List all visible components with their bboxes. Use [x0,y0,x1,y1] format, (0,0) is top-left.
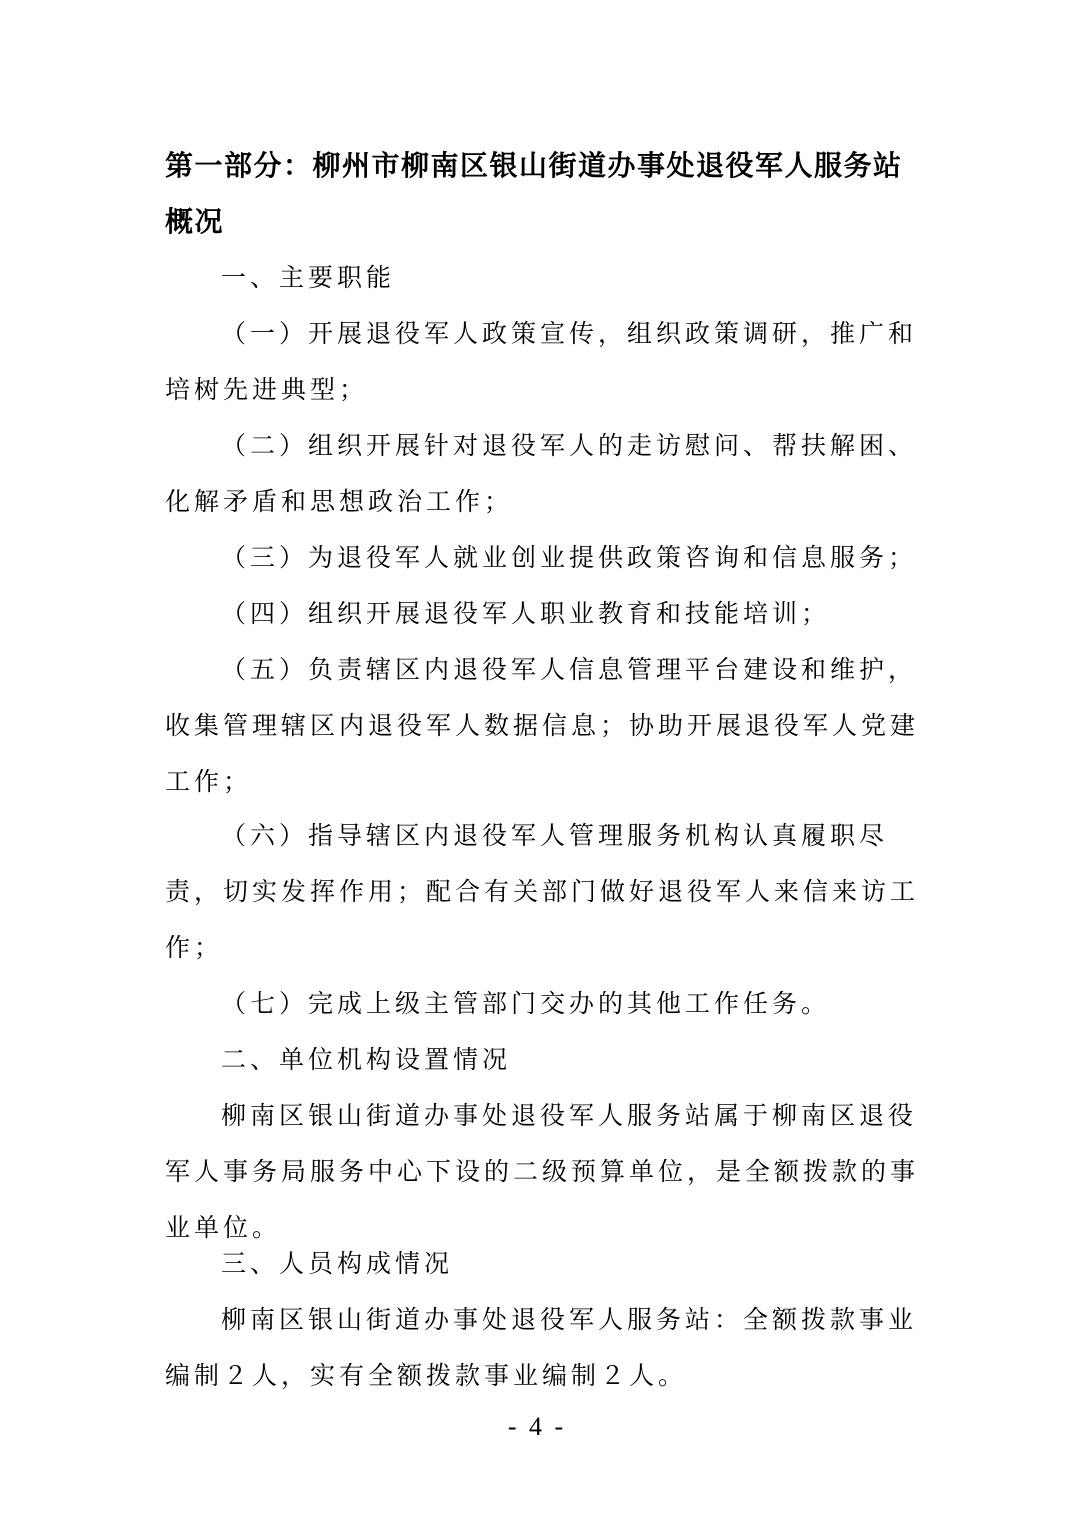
function-item-7: （七）完成上级主管部门交办的其他工作任务。 [221,989,831,1018]
function-item-4: （四）组织开展退役军人职业教育和技能培训； [221,599,831,628]
section-heading-org-setup: 二、单位机构设置情况 [221,1045,512,1074]
org-setup-paragraph: 柳南区银山街道办事处退役军人服务站属于柳南区退役军人事务局服务中心下设的二级预算单位，是全额拨款的事业单位。 [165,1101,920,1242]
function-item-2: （二）组织开展针对退役军人的走访慰问、帮扶解困、化解矛盾和思想政治工作； [165,431,918,516]
page-number: - 4 - [507,1412,567,1441]
function-item-3: （三）为退役军人就业创业提供政策咨询和信息服务； [221,543,918,572]
function-item-6: （六）指导辖区内退役军人管理服务机构认真履职尽责，切实发挥作用；配合有关部门做好退役军人来信来访工作； [165,821,920,962]
section-heading-staffing: 三、人员构成情况 [221,1249,454,1278]
section-heading-main-functions: 一、主要职能 [221,263,396,292]
page-title: 第一部分：柳州市柳南区银山街道办事处退役军人服务站概况 [165,149,903,238]
function-item-5: （五）负责辖区内退役军人信息管理平台建设和维护，收集管理辖区内退役军人数据信息；协助开展退役军人党建工作； [165,655,920,796]
staffing-paragraph: 柳南区银山街道办事处退役军人服务站：全额拨款事业编制２人，实有全额拨款事业编制２人。 [165,1305,918,1390]
function-item-1: （一）开展退役军人政策宣传，组织政策调研，推广和培树先进典型； [165,319,918,404]
